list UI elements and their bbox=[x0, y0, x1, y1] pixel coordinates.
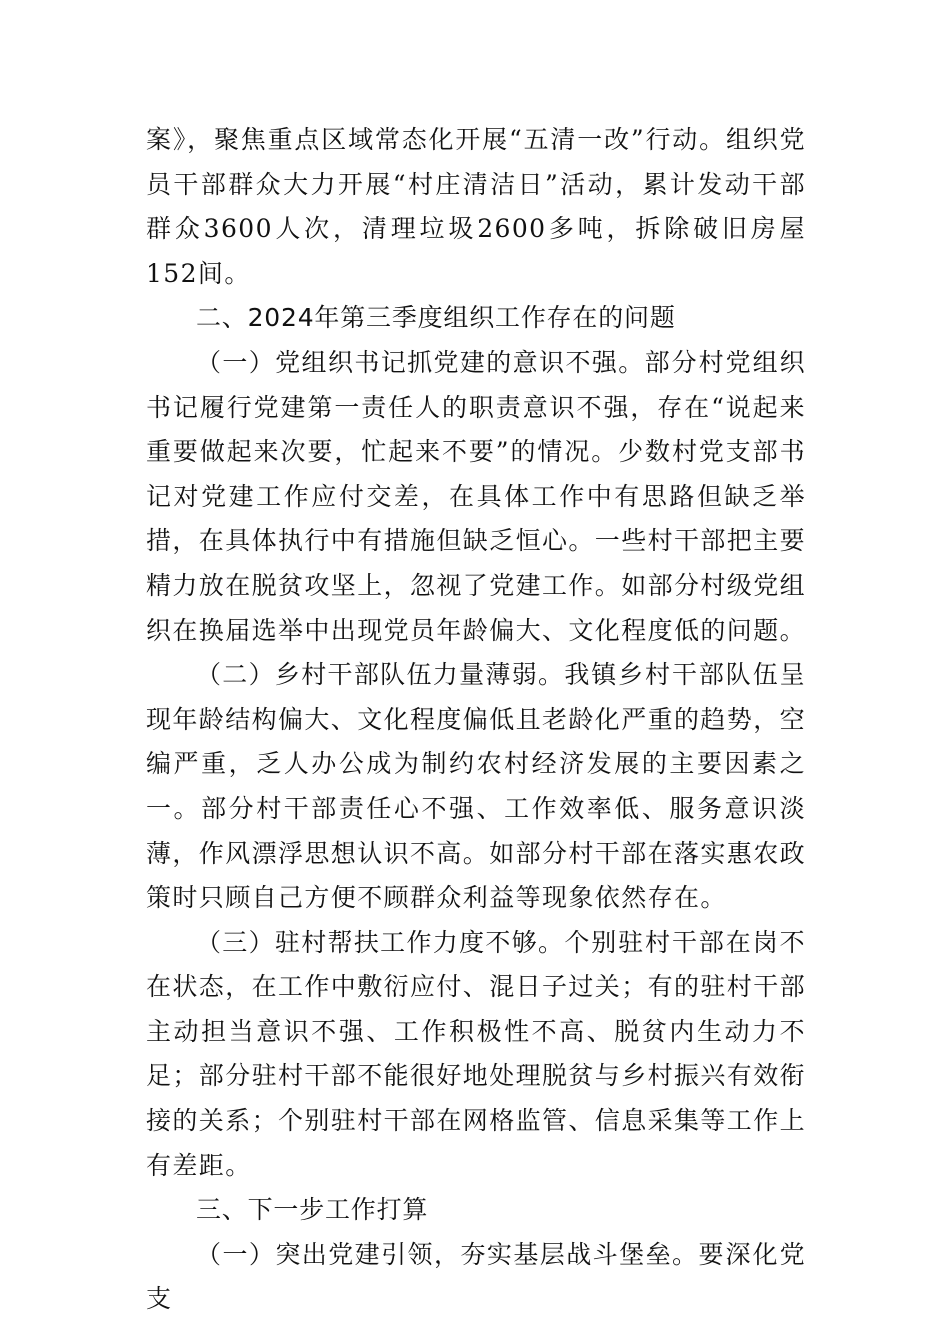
subheading-problem-2: （二）乡村干部队伍力量薄弱。 bbox=[196, 660, 565, 690]
paragraph-problem-2 bbox=[146, 653, 806, 921]
section-heading-problems: 二、2024年第三季度组织工作存在的问题 bbox=[196, 303, 676, 333]
paragraph-problem-1-body: 部分村党组织书记履行党建第一责任人的职责意识不强，存在“说起来重要做起来次要，忙起来不要”的情况。少数村党支部书记对党建工作应付交差，在具体工作中有思路但缺乏举措，在具体执行中有措施但缺乏恒心。一些村干部把主要精力放在脱贫攻坚上，忽视了党建工作。如部分村级党组织在换届选举中出现党员年龄偏大、文化程度低的问题。 bbox=[146, 347, 807, 645]
subheading-problem-3: （三）驻村帮扶工作力度不够。 bbox=[196, 927, 565, 957]
paragraph-continuation: 案》，聚焦重点区域常态化开展“五清一改”行动。组织党员干部群众大力开展“村庄清洁日”活动，累计发动干部群众3600人次，清理垃圾2600多吨，拆除破旧房屋152间。 bbox=[146, 125, 806, 288]
subheading-plan-1: （一）突出党建引领，夯实基层战斗堡垒。 bbox=[196, 1239, 699, 1269]
subheading-problem-1: （一）党组织书记抓党建的意识不强。 bbox=[196, 347, 645, 377]
paragraph-plan-1 bbox=[146, 1233, 806, 1322]
paragraph-problem-2-body: 我镇乡村干部队伍呈现年龄结构偏大、文化程度偏低且老龄化严重的趋势，空编严重，乏人办公成为制约农村经济发展的主要因素之一。部分村干部责任心不强、工作效率低、服务意识淡薄，作风漂浮思想认识不高。如部分村干部在落实惠农政策时只顾自己方便不顾群众利益等现象依然存在。 bbox=[146, 660, 807, 913]
paragraph-problem-3 bbox=[146, 921, 806, 1189]
paragraph-plan-1-body: 要深化党支 bbox=[146, 1239, 807, 1314]
section-heading-next-steps: 三、下一步工作打算 bbox=[196, 1195, 429, 1225]
paragraph-problem-1 bbox=[146, 341, 806, 653]
document-body bbox=[146, 118, 806, 1322]
paragraph-problem-3-body: 个别驻村干部在岗不在状态，在工作中敷衍应付、混日子过关；有的驻村干部主动担当意识不强、工作积极性不高、脱贫内生动力不足；部分驻村干部不能很好地处理脱贫与乡村振兴有效衔接的关系；个别驻村干部在网格监管、信息采集等工作上有差距。 bbox=[146, 927, 807, 1180]
